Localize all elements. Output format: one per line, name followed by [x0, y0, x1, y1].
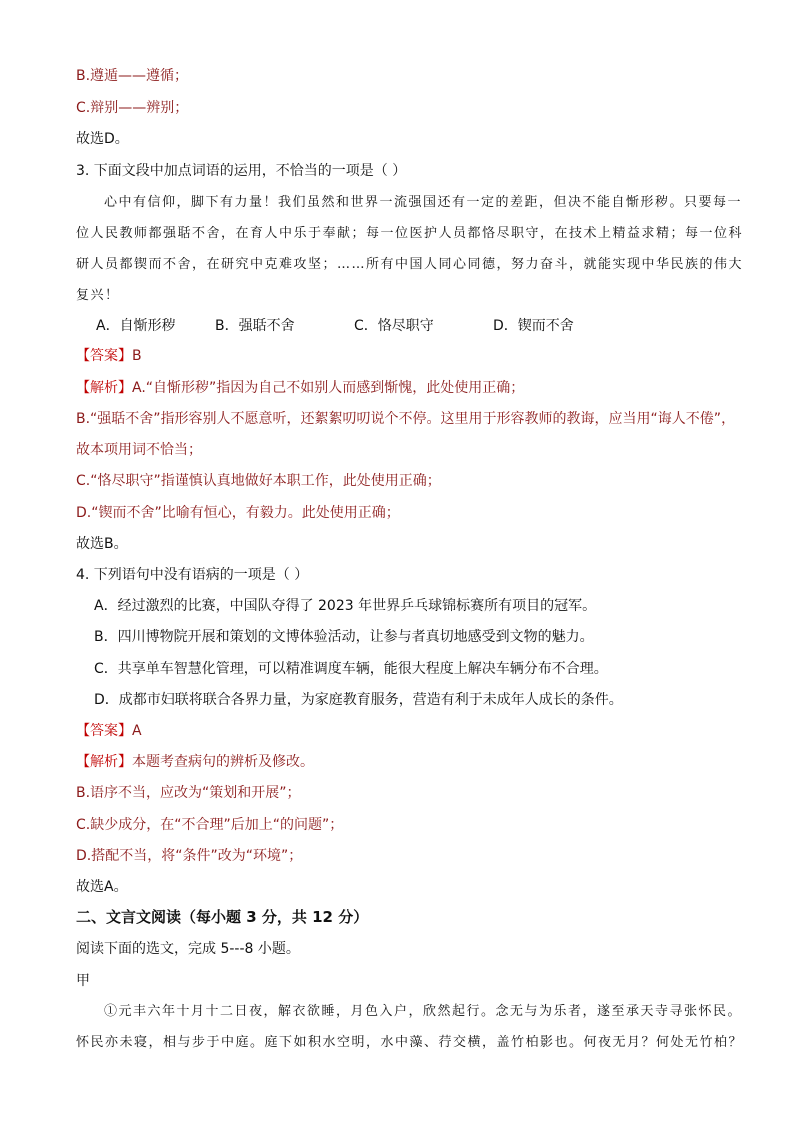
section-instruction: 阅读下面的选文，完成 5---8 小题。 — [76, 941, 300, 957]
answer-value: B — [132, 348, 142, 364]
q4-answer — [76, 721, 142, 741]
q3-option-b: B．强聒不舍 — [215, 318, 295, 334]
q4-analysis-line: B.语序不当，应改为“策划和开展”； — [76, 785, 301, 801]
classical-text-line: 怀民亦未寝，相与步于中庭。庭下如积水空明，水中藻、荇交横，盖竹柏影也。何夜无月？何处无竹柏？ — [76, 1035, 744, 1050]
q3-passage-line: 位人民教师都强聒不舍，在育人中乐于奉献；每一位医护人员都恪尽职守，在技术上精益求精；每一位科 — [76, 226, 744, 241]
q4-analysis-line: C.缺少成分，在“不合理”后加上“的问题”； — [76, 817, 344, 833]
q3-analysis-first — [76, 378, 524, 398]
q3-analysis-line: B.“强聒不舍”指形容别人不愿意听，还絮絮叨叨说个不停。这里用于形容教师的教诲，应当用“诲人不倦”， — [76, 411, 736, 427]
q3-passage-line: 复兴！ — [76, 288, 120, 303]
passage-label: 甲 — [76, 973, 90, 989]
analysis-tag: 【解析】 — [76, 754, 132, 770]
q3-analysis-line: 故本项用词不恰当； — [76, 442, 202, 458]
answer-tag: 【答案】 — [76, 348, 132, 364]
q3-passage-line: 研人员都锲而不舍，在研究中克难攻坚；……所有中国人同心同德，努力奋斗，就能实现中华民族的伟大 — [76, 257, 744, 272]
q2-option-c-analysis: C.辩别——辨别； — [76, 100, 189, 116]
q4-analysis-first — [76, 752, 314, 772]
analysis-tag: 【解析】 — [76, 380, 132, 396]
q3-option-d: D．锲而不舍 — [493, 318, 574, 334]
q3-choose: 故选B。 — [76, 536, 128, 552]
answer-value: A — [132, 723, 142, 739]
answer-tag: 【答案】 — [76, 723, 132, 739]
analysis-text: 本题考查病句的辨析及修改。 — [132, 754, 314, 770]
q2-choose: 故选D。 — [76, 131, 129, 147]
q4-option-d: D．成都市妇联将联合各界力量，为家庭教育服务，营造有利于未成年人成长的条件。 — [94, 692, 623, 708]
q3-option-a: A．自惭形秽 — [96, 318, 176, 334]
q3-answer — [76, 346, 142, 366]
q4-question: 4. 下列语句中没有语病的一项是（ ） — [76, 567, 309, 583]
analysis-text: A.“自惭形秽”指因为自己不如别人而感到惭愧，此处使用正确； — [132, 380, 525, 396]
classical-text-line: ①元丰六年十月十二日夜，解衣欲睡，月色入户，欣然起行。念无与为乐者，遂至承天寺寻张怀民。 — [104, 1004, 743, 1019]
q4-analysis-line: D.搭配不当，将“条件”改为“环境”； — [76, 848, 303, 864]
section-heading: 二、文言文阅读（每小题 3 分，共 12 分） — [76, 908, 369, 926]
q4-option-a: A．经过激烈的比赛，中国队夺得了 2023 年世界乒乓球锦标赛所有项目的冠军。 — [94, 598, 597, 614]
q4-option-c: C．共享单车智慧化管理，可以精准调度车辆，能很大程度上解决车辆分布不合理。 — [94, 661, 608, 677]
q3-passage-line: 心中有信仰，脚下有力量！我们虽然和世界一流强国还有一定的差距，但决不能自惭形秽。只要每一 — [104, 195, 743, 210]
q3-question: 3. 下面文段中加点词语的运用，不恰当的一项是（ ） — [76, 163, 407, 179]
q3-option-c: C．恪尽职守 — [354, 318, 434, 334]
q3-analysis-line: C.“恪尽职守”指谨慎认真地做好本职工作，此处使用正确； — [76, 473, 441, 489]
q2-option-b-analysis: B.遵遁——遵循； — [76, 68, 189, 84]
q4-option-b: B．四川博物院开展和策划的文博体验活动，让参与者真切地感受到文物的魅力。 — [94, 629, 594, 645]
q3-analysis-line: D.“锲而不舍”比喻有恒心，有毅力。此处使用正确； — [76, 505, 400, 521]
q4-choose: 故选A。 — [76, 879, 128, 895]
